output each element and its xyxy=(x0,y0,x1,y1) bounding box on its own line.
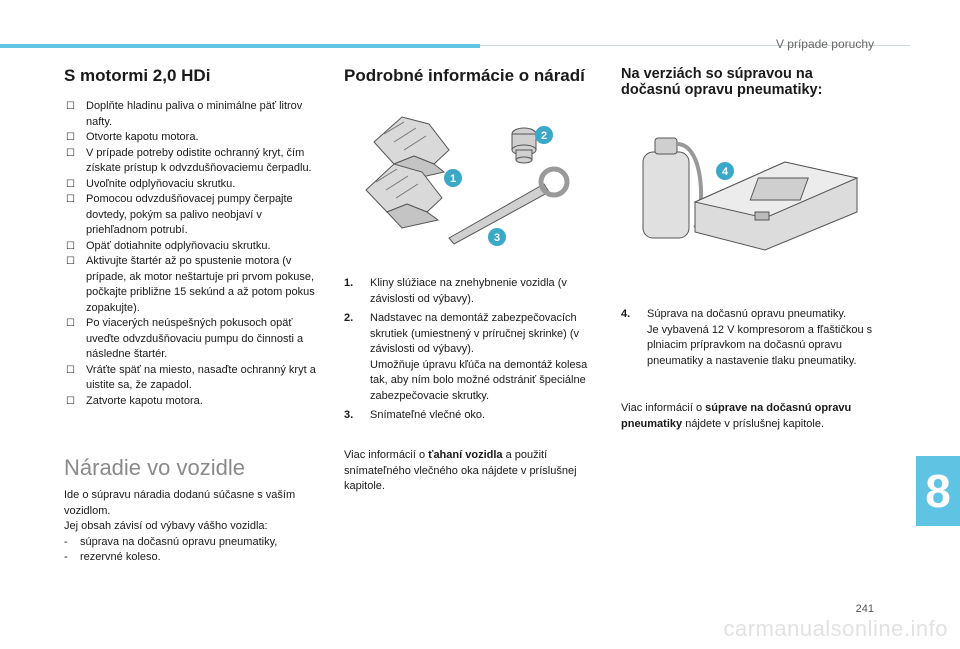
towing-reference: Viac informácií o ťahaní vozidla a použití snímateľného vlečného oka nájdete v príslušnej kapitole. xyxy=(344,449,577,492)
list-item: 1. Kliny slúžiace na znehybnenie vozidla (v závislosti od výbavy). xyxy=(344,277,567,305)
heading-tool-details: Podrobné informácie o náradí xyxy=(344,66,585,85)
heading-tools: Náradie vo vozidle xyxy=(64,455,245,480)
checkbox-icon: ☐ xyxy=(66,395,75,407)
security-bolt-adapter-illustration xyxy=(512,128,536,163)
list-item: ☐ Uvoľnite odplyňovaciu skrutku. xyxy=(64,177,326,193)
list-item: - rezervné koleso. xyxy=(64,551,161,563)
list-item: ☐ Vráťte späť na miesto, nasaďte ochranný kryt a uistite sa, že zapadol. xyxy=(66,363,316,391)
repair-kit-items-list xyxy=(621,307,883,369)
heading-hdi: S motormi 2,0 HDi xyxy=(64,66,211,85)
checkbox-icon: ☐ xyxy=(66,132,75,143)
hdi-steps-list xyxy=(64,99,326,409)
list-item: - súprava na dočasnú opravu pneumatiky, xyxy=(64,535,278,548)
tools-intro-line: Jej obsah závisí od výbavy vášho vozidla: xyxy=(64,520,268,532)
callout-badge-4 xyxy=(716,162,734,180)
list-item: ☐ Zatvorte kapotu motora. xyxy=(64,394,326,410)
callout-badge-1 xyxy=(444,169,462,187)
tools-list xyxy=(64,535,326,566)
list-item: 4. Súprava na dočasnú opravu pneumatiky. Je vybavená 12 V kompresorom a fľaštičkou s plniacim prípravkom na dočasnú opravu pneumatiky a nastavenie tlaku pneumatiky. xyxy=(621,308,873,367)
page-number: 241 xyxy=(855,603,874,615)
list-item: ☐ Aktivujte štartér až po spustenie motora (v prípade, ak motor neštartuje pri prvom pokuse, počkajte približne 15 sekúnd a až potom pokus zopakujte). xyxy=(66,255,315,314)
list-item: 3. Snímateľné vlečné oko. xyxy=(344,409,486,421)
list-item: ☐ V prípade potreby odistite ochranný kryt, čím získate prístup k odvzdušňovaciemu čerpadlu. xyxy=(66,146,312,174)
checkbox-icon: ☐ xyxy=(66,101,75,112)
towing-eye-illustration xyxy=(449,169,567,244)
svg-text:3: 3 xyxy=(493,232,501,244)
svg-text:1: 1 xyxy=(449,173,457,185)
list-item: ☐ Opäť dotiahnite odplyňovaciu skrutku. xyxy=(64,239,326,255)
section-title: V prípade poruchy xyxy=(775,37,874,51)
list-item: ☐ Doplňte hladinu paliva o minimálne päť litrov nafty. xyxy=(66,100,303,128)
svg-text:2: 2 xyxy=(540,130,548,142)
tool-items-list xyxy=(344,276,602,424)
sealant-bottle-illustration xyxy=(643,138,701,238)
list-item: 2. Nadstavec na demontáž zabezpečovacích skrutiek (umiestnený v príručnej skrinke) (v závislosti od výbavy). Umožňuje úpravu kľúča na demontáž kolesa tak, aby ním bolo možné odstrániť špeciálne zabezpečovacie skrutky. xyxy=(344,312,588,402)
svg-text:4: 4 xyxy=(721,166,729,178)
wheel-chock-illustration xyxy=(366,117,449,228)
checkbox-icon: ☐ xyxy=(66,178,75,190)
tools-intro-line: Ide o súpravu náradia dodanú súčasne s vaším vozidlom. xyxy=(64,489,296,517)
checkbox-icon: ☐ xyxy=(66,147,75,159)
repair-kit-reference: Viac informácií o súprave na dočasnú opravu pneumatiky nájdete v príslušnej kapitole. xyxy=(621,402,852,430)
checkbox-icon: ☐ xyxy=(66,364,75,376)
checkbox-icon: ☐ xyxy=(66,194,75,205)
callout-badge-3 xyxy=(488,228,506,246)
watermark: carmanualsonline.info xyxy=(723,616,948,641)
list-item: ☐ Otvorte kapotu motora. xyxy=(64,130,326,146)
chapter-tab: 8 xyxy=(916,456,960,526)
list-item: ☐ Po viacerých neúspešných pokusoch opäť uveďte odvzdušňovaciu pumpu do činnosti a následne štartér. xyxy=(66,317,304,360)
tools-intro xyxy=(64,488,326,566)
heading-repair-kit: Na verziách so súpravou na dočasnú opravu pneumatiky: xyxy=(621,66,823,98)
checkbox-icon: ☐ xyxy=(66,240,75,252)
header-accent-bar xyxy=(0,44,480,48)
checkbox-icon: ☐ xyxy=(66,318,75,329)
checkbox-icon: ☐ xyxy=(66,256,75,267)
list-item: ☐ Pomocou odvzdušňovacej pumpy čerpajte dovtedy, pokým sa palivo neobjaví v priehľadnom potrubí. xyxy=(66,193,293,236)
repair-kit-illustration xyxy=(635,132,865,252)
callout-badge-2 xyxy=(535,126,553,144)
